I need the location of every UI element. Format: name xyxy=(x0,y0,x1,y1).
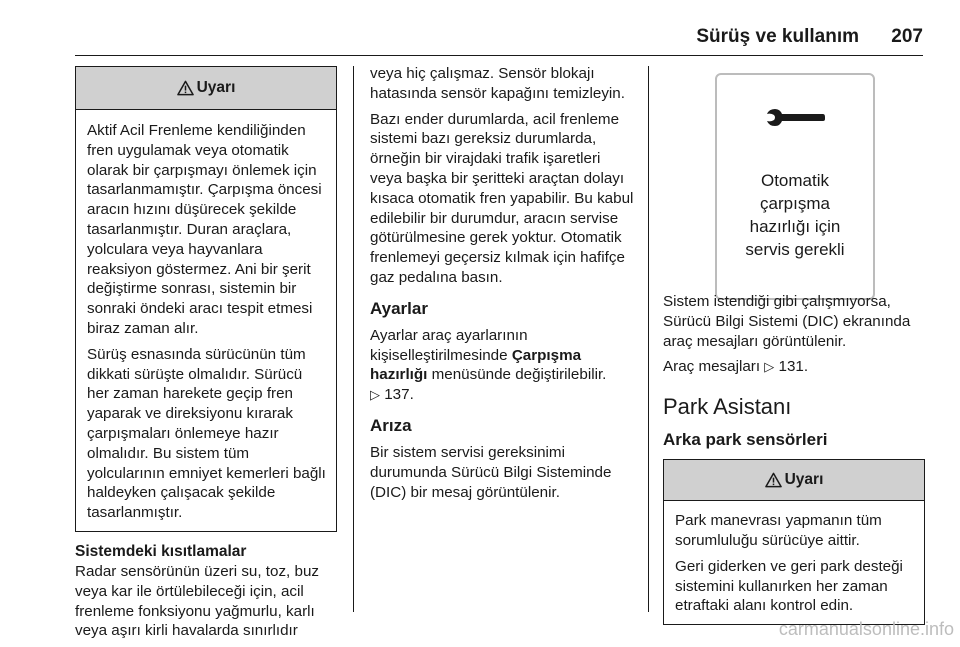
page-ref-arrow-icon: ▷ xyxy=(370,387,380,403)
limits-paragraph: Radar sensörünün üzeri su, toz, buz veya kar ile örtülebileceği için, acil frenleme fonksiyonu yağmurlu, karlı veya aşırı kirli havalarda sınırlıdır xyxy=(75,562,319,640)
dic-message-illustration xyxy=(715,73,875,300)
page-ref-arrow-icon: ▷ xyxy=(764,359,775,375)
settings-paragraph xyxy=(370,326,636,405)
warning-box xyxy=(75,66,337,532)
warning-title: Uyarı xyxy=(784,471,824,489)
settings-menu-name: Çarpışma hazırlığı xyxy=(370,346,582,384)
fault-heading: Arıza xyxy=(370,415,412,435)
dic-line: hazırlığı için xyxy=(749,217,841,236)
warning-triangle-icon xyxy=(765,472,782,488)
dic-line: servis gerekli xyxy=(745,240,845,259)
column-3 xyxy=(663,292,925,625)
settings-text: menüsünde değiştirilebilir. xyxy=(431,366,607,384)
warning-paragraph: Park manevrası yapmanın tüm sorumluluğu sürücüye aittir. xyxy=(675,512,882,549)
dic-message-text xyxy=(717,169,873,261)
section-title: Sürüş ve kullanım xyxy=(696,26,859,47)
fault-paragraph: Bir sistem servisi gereksinimi durumunda Sürücü Bilgi Sisteminde (DIC) bir mesaj görüntülenir. xyxy=(370,443,612,501)
page-number: 207 xyxy=(891,26,923,47)
wrench-icon xyxy=(763,105,827,133)
messages-reference xyxy=(663,357,925,377)
rear-sensors-heading: Arka park sensörleri xyxy=(663,430,828,450)
limits-heading: Sistemdeki kısıtlamalar xyxy=(75,542,247,560)
warning-paragraph: Aktif Acil Frenleme kendiliğinden fren uygulamak veya otomatik olarak bir çarpışmayı önlemek için tasarlanmamıştır. Çarpışma öncesi aracın hızını düşürecek şekilde tasarlanmıştır. Duran araçlara, yolculara veya hayvanlara reaksiyon göstermez. Ani bir şerit değiştirme sonrası, sistemin bir sonraki öndeki aracı tespit etmesi biraz zaman alır. xyxy=(87,122,322,337)
column-divider-1 xyxy=(353,66,354,612)
watermark: carmanualsonline.info xyxy=(778,619,954,639)
settings-page-ref[interactable]: 137. xyxy=(384,386,414,404)
column-2 xyxy=(370,64,636,508)
messages-text: Araç mesajları xyxy=(663,358,761,376)
warning-title: Uyarı xyxy=(196,79,236,97)
park-assist-heading: Park Asistanı xyxy=(663,394,792,420)
settings-text: Ayarlar araç ayarlarının kişiselleştirilmesinde xyxy=(370,326,528,364)
messages-page-ref[interactable]: 131. xyxy=(778,358,809,376)
warning-header xyxy=(76,67,336,110)
page-header xyxy=(75,26,923,54)
warning-paragraph: Geri giderken ve geri park desteği sistemini kullanırken her zaman etraftaki alanı kontrol edin. xyxy=(675,557,903,615)
false-braking-paragraph: Bazı ender durumlarda, acil frenleme sistemi bazı gereksiz durumlarda, örneğin bir virajdaki trafik işaretleri veya başka bir şeritteki araçtan dolayı kısaca otomatik fren yapabilir. Bu kabul edilebilir bir durumdur, aracın servise götürülmesine gerek yoktur. Otomatik frenlemeyi geçersiz kılmak için hafifçe gaz pedalına basın. xyxy=(370,110,634,286)
warning-box xyxy=(663,459,925,625)
dic-line: çarpışma xyxy=(760,194,830,213)
settings-heading: Ayarlar xyxy=(370,298,428,318)
header-rule xyxy=(75,55,923,56)
warning-header xyxy=(664,460,924,501)
warning-paragraph: Sürüş esnasında sürücünün tüm dikkati sürüşte olmalıdır. Sürücü her zaman harekete geçip fren yaparak ve direksiyonu kırarak çarpışmaları önlemeye hazır olmalıdır. Bu sistem tüm yolcularının emniyet kemerleri bağlı haldeyken çalışacak şekilde tasarlanmıştır. xyxy=(87,345,326,522)
warning-body xyxy=(664,501,924,624)
column-divider-2 xyxy=(648,66,649,612)
dic-line: Otomatik xyxy=(760,171,830,190)
column-1 xyxy=(75,66,337,647)
warning-triangle-icon xyxy=(177,80,194,96)
warning-body xyxy=(76,110,336,531)
dic-paragraph: Sistem istendiği gibi çalışmıyorsa, Sürücü Bilgi Sistemi (DIC) ekranında araç mesajları görüntülenir. xyxy=(663,293,911,350)
blockage-paragraph: veya hiç çalışmaz. Sensör blokajı hatasında sensör kapağını temizleyin. xyxy=(370,65,625,102)
